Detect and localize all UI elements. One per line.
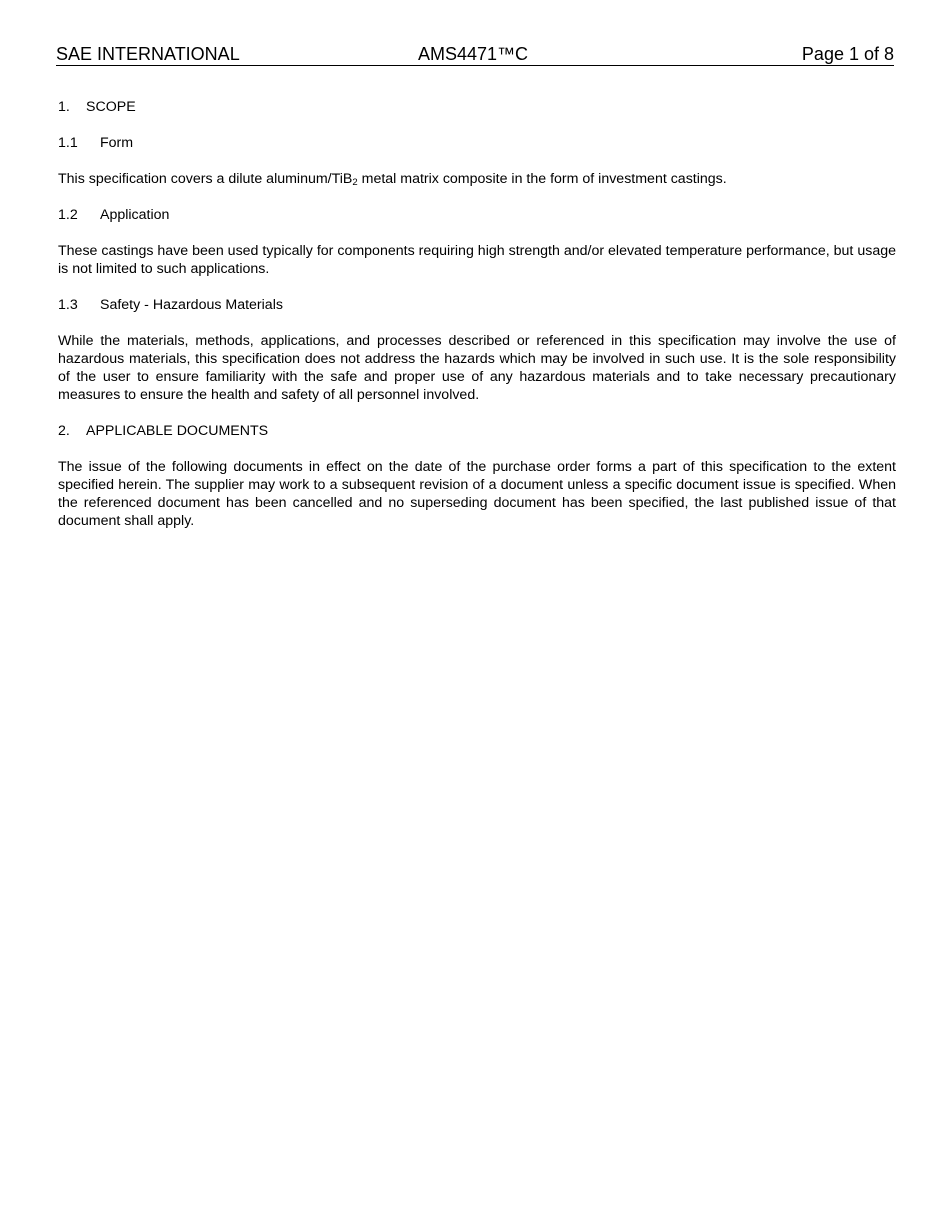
header-page-number: Page 1 of 8 (801, 44, 894, 64)
subsection-heading-safety (58, 296, 896, 314)
document-body (58, 98, 896, 548)
section-heading-applicable-documents (58, 422, 896, 440)
subsection-title: Application (100, 207, 170, 223)
running-header (56, 44, 894, 66)
form-text-start: This specification covers a dilute aluminum/TiB (58, 171, 353, 187)
section-title: SCOPE (86, 99, 136, 115)
subsection-number: 1.3 (58, 297, 78, 313)
paragraph-application: These castings have been used typically for components requiring high strength and/or elevated temperature performance, but usage is not limited to such applications. (58, 243, 896, 277)
paragraph-form (58, 170, 896, 188)
subsection-number: 1.2 (58, 207, 78, 223)
subsection-heading-form (58, 134, 896, 152)
subsection-title: Safety - Hazardous Materials (100, 297, 283, 313)
section-title: APPLICABLE DOCUMENTS (86, 423, 269, 439)
subsection-number: 1.1 (58, 135, 78, 151)
form-text-end: metal matrix composite in the form of investment castings. (357, 171, 727, 187)
section-heading-scope (58, 98, 896, 116)
section-number: 2. (58, 423, 70, 439)
paragraph-safety: While the materials, methods, applications, and processes described or referenced in this specification may involve the use of hazardous materials, this specification does not address the hazards which may be involved in such use. It is the sole responsibility of the user to ensure familiarity with the safe and proper use of any hazardous materials and to take necessary precautionary measures to ensure the health and safety of all personnel involved. (58, 333, 896, 403)
form-text-subscript: 2 (352, 177, 358, 188)
header-organization: SAE INTERNATIONAL (56, 44, 240, 64)
paragraph-applicable-documents: The issue of the following documents in effect on the date of the purchase order forms a part of this specification to the extent specified herein. The supplier may work to a subsequent revision of a document unless a specific document issue is specified. When the referenced document has been cancelled and no superseding document has been specified, the last published issue of that document shall apply. (58, 459, 896, 529)
section-number: 1. (58, 99, 70, 115)
header-document-id: AMS4471™C (418, 44, 529, 64)
subsection-heading-application (58, 206, 896, 224)
subsection-title: Form (100, 135, 134, 151)
